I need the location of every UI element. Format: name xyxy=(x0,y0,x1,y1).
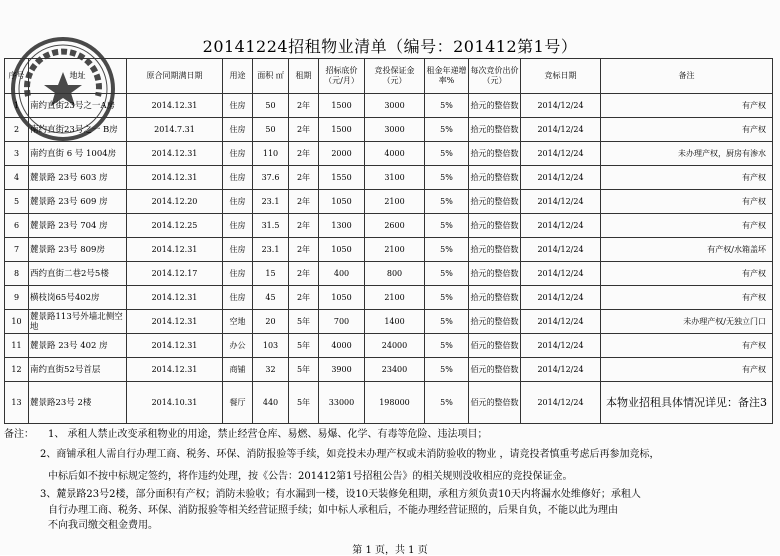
cell-addr: 麓景路23号 2楼 xyxy=(29,382,127,424)
cell-deposit: 2100 xyxy=(365,190,425,214)
cell-term: 2年 xyxy=(289,166,319,190)
cell-bid: 拾元的整倍数 xyxy=(469,190,521,214)
cell-term: 2年 xyxy=(289,94,319,118)
cell-deposit: 3000 xyxy=(365,94,425,118)
cell-note: 有产权 xyxy=(601,358,773,382)
cell-area: 15 xyxy=(253,262,289,286)
cell-bid: 佰元的整倍数 xyxy=(469,358,521,382)
cell-area: 20 xyxy=(253,310,289,334)
table-row xyxy=(5,238,773,262)
note-item: 不向我司缴交租金费用。 xyxy=(48,520,158,531)
cell-rate: 5% xyxy=(425,310,469,334)
header-cell: 竞投保证金（元） xyxy=(365,59,425,94)
header-cell: 用途 xyxy=(223,59,253,94)
cell-area: 440 xyxy=(253,382,289,424)
cell-bid: 拾元的整倍数 xyxy=(469,142,521,166)
cell-no: 12 xyxy=(5,358,29,382)
cell-no: 13 xyxy=(5,382,29,424)
cell-no: 10 xyxy=(5,310,29,334)
cell-date: 2014/12/24 xyxy=(521,238,601,262)
cell-term: 2年 xyxy=(289,286,319,310)
cell-addr: 麓景路 23号 609 房 xyxy=(29,190,127,214)
cell-base: 1050 xyxy=(319,190,365,214)
cell-deposit: 3000 xyxy=(365,118,425,142)
cell-term: 5年 xyxy=(289,358,319,382)
cell-base: 1050 xyxy=(319,286,365,310)
page-title: 20141224招租物业清单（编号：201412第1号） xyxy=(202,37,578,56)
cell-addr: 西约直街二巷2号5楼 xyxy=(29,262,127,286)
cell-term: 5年 xyxy=(289,334,319,358)
cell-bid: 拾元的整倍数 xyxy=(469,238,521,262)
cell-addr: 南约直街 6 号 1004房 xyxy=(29,142,127,166)
cell-addr: 南约直街52号首层 xyxy=(29,358,127,382)
cell-no: 9 xyxy=(5,286,29,310)
cell-deposit: 2100 xyxy=(365,286,425,310)
table-row xyxy=(5,382,773,424)
cell-date: 2014/12/24 xyxy=(521,310,601,334)
table-row xyxy=(5,94,773,118)
table-row xyxy=(5,190,773,214)
cell-deposit: 3100 xyxy=(365,166,425,190)
cell-bid: 拾元的整倍数 xyxy=(469,214,521,238)
cell-rate: 5% xyxy=(425,238,469,262)
cell-base: 4000 xyxy=(319,334,365,358)
cell-deposit: 4000 xyxy=(365,142,425,166)
cell-base: 3900 xyxy=(319,358,365,382)
cell-rate: 5% xyxy=(425,118,469,142)
cell-area: 110 xyxy=(253,142,289,166)
cell-area: 50 xyxy=(253,94,289,118)
cell-use: 空地 xyxy=(223,310,253,334)
cell-addr: 麓景路 23号 603 房 xyxy=(29,166,127,190)
cell-date: 2014/12/24 xyxy=(521,118,601,142)
cell-term: 2年 xyxy=(289,118,319,142)
header-cell: 备注 xyxy=(601,59,773,94)
cell-term: 2年 xyxy=(289,214,319,238)
cell-no: 4 xyxy=(5,166,29,190)
cell-date: 2014/12/24 xyxy=(521,142,601,166)
cell-no: 6 xyxy=(5,214,29,238)
table-row xyxy=(5,142,773,166)
cell-addr: 麓景路 23号 402 房 xyxy=(29,334,127,358)
cell-area: 45 xyxy=(253,286,289,310)
cell-note: 有产权 xyxy=(601,94,773,118)
cell-base: 1050 xyxy=(319,238,365,262)
page-footer: 第 1 页，共 1 页 xyxy=(352,545,428,556)
cell-note: 有产权 xyxy=(601,334,773,358)
header-cell: 地址 xyxy=(29,59,127,94)
cell-note: 未办理产权，厨房有渗水 xyxy=(601,142,773,166)
cell-addr: 南约直街23号之一A房 xyxy=(29,94,127,118)
cell-note: 有产权 xyxy=(601,166,773,190)
table-body xyxy=(5,94,773,424)
cell-area: 31.5 xyxy=(253,214,289,238)
cell-area: 32 xyxy=(253,358,289,382)
cell-deposit: 198000 xyxy=(365,382,425,424)
cell-date: 2014/12/24 xyxy=(521,94,601,118)
cell-expire: 2014.12.31 xyxy=(127,238,223,262)
cell-no: 7 xyxy=(5,238,29,262)
cell-rate: 5% xyxy=(425,358,469,382)
cell-addr: 横枝岗65号402房 xyxy=(29,286,127,310)
cell-bid: 拾元的整倍数 xyxy=(469,286,521,310)
cell-term: 2年 xyxy=(289,238,319,262)
cell-use: 商铺 xyxy=(223,358,253,382)
header-cell: 原合同期满日期 xyxy=(127,59,223,94)
cell-deposit: 2600 xyxy=(365,214,425,238)
cell-no: 8 xyxy=(5,262,29,286)
cell-expire: 2014.12.31 xyxy=(127,358,223,382)
cell-use: 住房 xyxy=(223,94,253,118)
cell-date: 2014/12/24 xyxy=(521,262,601,286)
cell-rate: 5% xyxy=(425,286,469,310)
cell-bid: 拾元的整倍数 xyxy=(469,310,521,334)
cell-use: 住房 xyxy=(223,214,253,238)
cell-no: 1 xyxy=(5,94,29,118)
cell-note: 有产权 xyxy=(601,262,773,286)
cell-base: 1550 xyxy=(319,166,365,190)
cell-use: 住房 xyxy=(223,286,253,310)
cell-use: 住房 xyxy=(223,262,253,286)
cell-expire: 2014.12.31 xyxy=(127,166,223,190)
cell-expire: 2014.12.31 xyxy=(127,310,223,334)
cell-addr: 南约直街23号之一 B房 xyxy=(29,118,127,142)
cell-use: 住房 xyxy=(223,238,253,262)
table-row xyxy=(5,286,773,310)
cell-bid: 佰元的整倍数 xyxy=(469,382,521,424)
cell-term: 2年 xyxy=(289,142,319,166)
cell-no: 3 xyxy=(5,142,29,166)
cell-rate: 5% xyxy=(425,214,469,238)
header-cell: 面积 ㎡ xyxy=(253,59,289,94)
cell-no: 2 xyxy=(5,118,29,142)
cell-no: 5 xyxy=(5,190,29,214)
note-item: 1、 承租人禁止改变承租物业的用途，禁止经营仓库、易燃、易爆、化学、有毒等危险、违法项目； xyxy=(48,429,488,440)
cell-use: 餐厅 xyxy=(223,382,253,424)
cell-deposit: 2100 xyxy=(365,238,425,262)
cell-rate: 5% xyxy=(425,334,469,358)
cell-area: 50 xyxy=(253,118,289,142)
cell-bid: 拾元的整倍数 xyxy=(469,262,521,286)
cell-area: 37.6 xyxy=(253,166,289,190)
header-cell: 序号 xyxy=(5,59,29,94)
cell-addr: 麓景路 23号 809房 xyxy=(29,238,127,262)
cell-base: 1500 xyxy=(319,118,365,142)
table-row xyxy=(5,166,773,190)
cell-base: 1500 xyxy=(319,94,365,118)
cell-date: 2014/12/24 xyxy=(521,286,601,310)
table-row xyxy=(5,334,773,358)
cell-note: 未办理产权/无独立门口 xyxy=(601,310,773,334)
cell-no: 11 xyxy=(5,334,29,358)
cell-note: 有产权 xyxy=(601,286,773,310)
note-item: 自行办理工商、税务、环保、消防报验等相关经营证照手续；如中标人承租后，不能办理经营证照的，后果自负，不能以此为理由 xyxy=(48,505,618,516)
cell-expire: 2014.12.31 xyxy=(127,142,223,166)
cell-expire: 2014.12.17 xyxy=(127,262,223,286)
cell-bid: 拾元的整倍数 xyxy=(469,118,521,142)
cell-area: 23.1 xyxy=(253,190,289,214)
cell-deposit: 1400 xyxy=(365,310,425,334)
notes-section xyxy=(4,428,772,533)
cell-note: 本物业招租具体情况详见：备注3 xyxy=(601,382,773,424)
cell-date: 2014/12/24 xyxy=(521,382,601,424)
table-row xyxy=(5,358,773,382)
cell-term: 2年 xyxy=(289,262,319,286)
cell-use: 住房 xyxy=(223,190,253,214)
cell-note: 有产权 xyxy=(601,190,773,214)
cell-area: 103 xyxy=(253,334,289,358)
header-cell: 租期 xyxy=(289,59,319,94)
note-item: 3、麓景路23号2楼，部分面积有产权；消防未验收；有水漏到一楼，设10天装修免租期，承租方须负责10天内将漏水处维修好；承租人 xyxy=(40,489,641,500)
cell-rate: 5% xyxy=(425,94,469,118)
property-table xyxy=(4,58,773,424)
cell-area: 23.1 xyxy=(253,238,289,262)
cell-expire: 2014.12.31 xyxy=(127,286,223,310)
cell-use: 办公 xyxy=(223,334,253,358)
header-cell: 租金年递增率% xyxy=(425,59,469,94)
cell-term: 5年 xyxy=(289,310,319,334)
cell-term: 5年 xyxy=(289,382,319,424)
header-cell: 竞标日期 xyxy=(521,59,601,94)
table-row xyxy=(5,262,773,286)
cell-base: 2000 xyxy=(319,142,365,166)
cell-use: 住房 xyxy=(223,118,253,142)
table-row xyxy=(5,118,773,142)
cell-base: 700 xyxy=(319,310,365,334)
cell-bid: 佰元的整倍数 xyxy=(469,334,521,358)
cell-date: 2014/12/24 xyxy=(521,358,601,382)
cell-rate: 5% xyxy=(425,190,469,214)
cell-rate: 5% xyxy=(425,382,469,424)
cell-expire: 2014.10.31 xyxy=(127,382,223,424)
note-item: 中标后如不按中标规定签约，将作违约处理，按《公告：201412第1号招租公告》的相关规则没收相应的竞投保证金。 xyxy=(48,471,573,482)
cell-addr: 麓景路113号外墙北侧空地 xyxy=(29,310,127,334)
cell-use: 住房 xyxy=(223,142,253,166)
note-item: 2、商铺承租人需自行办理工商、税务、环保、消防报验等手续，如竞投未办理产权或未消防验收的物业 ，请竞投者慎重考虑后再参加竞标， xyxy=(40,449,660,460)
cell-use: 住房 xyxy=(223,166,253,190)
cell-rate: 5% xyxy=(425,166,469,190)
cell-deposit: 24000 xyxy=(365,334,425,358)
cell-note: 有产权/水箱盖坏 xyxy=(601,238,773,262)
cell-bid: 拾元的整倍数 xyxy=(469,166,521,190)
cell-note: 有产权 xyxy=(601,118,773,142)
cell-note: 有产权 xyxy=(601,214,773,238)
cell-expire: 2014.12.20 xyxy=(127,190,223,214)
table-header-row xyxy=(5,59,773,94)
header-cell: 每次竞价出价（元） xyxy=(469,59,521,94)
cell-deposit: 23400 xyxy=(365,358,425,382)
notes-label: 备注： xyxy=(4,429,34,440)
header-cell: 招标底价（元/月） xyxy=(319,59,365,94)
table-row xyxy=(5,310,773,334)
cell-base: 33000 xyxy=(319,382,365,424)
cell-expire: 2014.12.31 xyxy=(127,334,223,358)
cell-expire: 2014.12.31 xyxy=(127,94,223,118)
cell-date: 2014/12/24 xyxy=(521,214,601,238)
cell-base: 1300 xyxy=(319,214,365,238)
cell-date: 2014/12/24 xyxy=(521,334,601,358)
cell-date: 2014/12/24 xyxy=(521,190,601,214)
cell-expire: 2014.7.31 xyxy=(127,118,223,142)
cell-bid: 拾元的整倍数 xyxy=(469,94,521,118)
cell-term: 2年 xyxy=(289,190,319,214)
cell-base: 400 xyxy=(319,262,365,286)
cell-expire: 2014.12.25 xyxy=(127,214,223,238)
table-row xyxy=(5,214,773,238)
cell-addr: 麓景路 23号 704 房 xyxy=(29,214,127,238)
cell-date: 2014/12/24 xyxy=(521,166,601,190)
cell-rate: 5% xyxy=(425,262,469,286)
cell-rate: 5% xyxy=(425,142,469,166)
cell-deposit: 800 xyxy=(365,262,425,286)
